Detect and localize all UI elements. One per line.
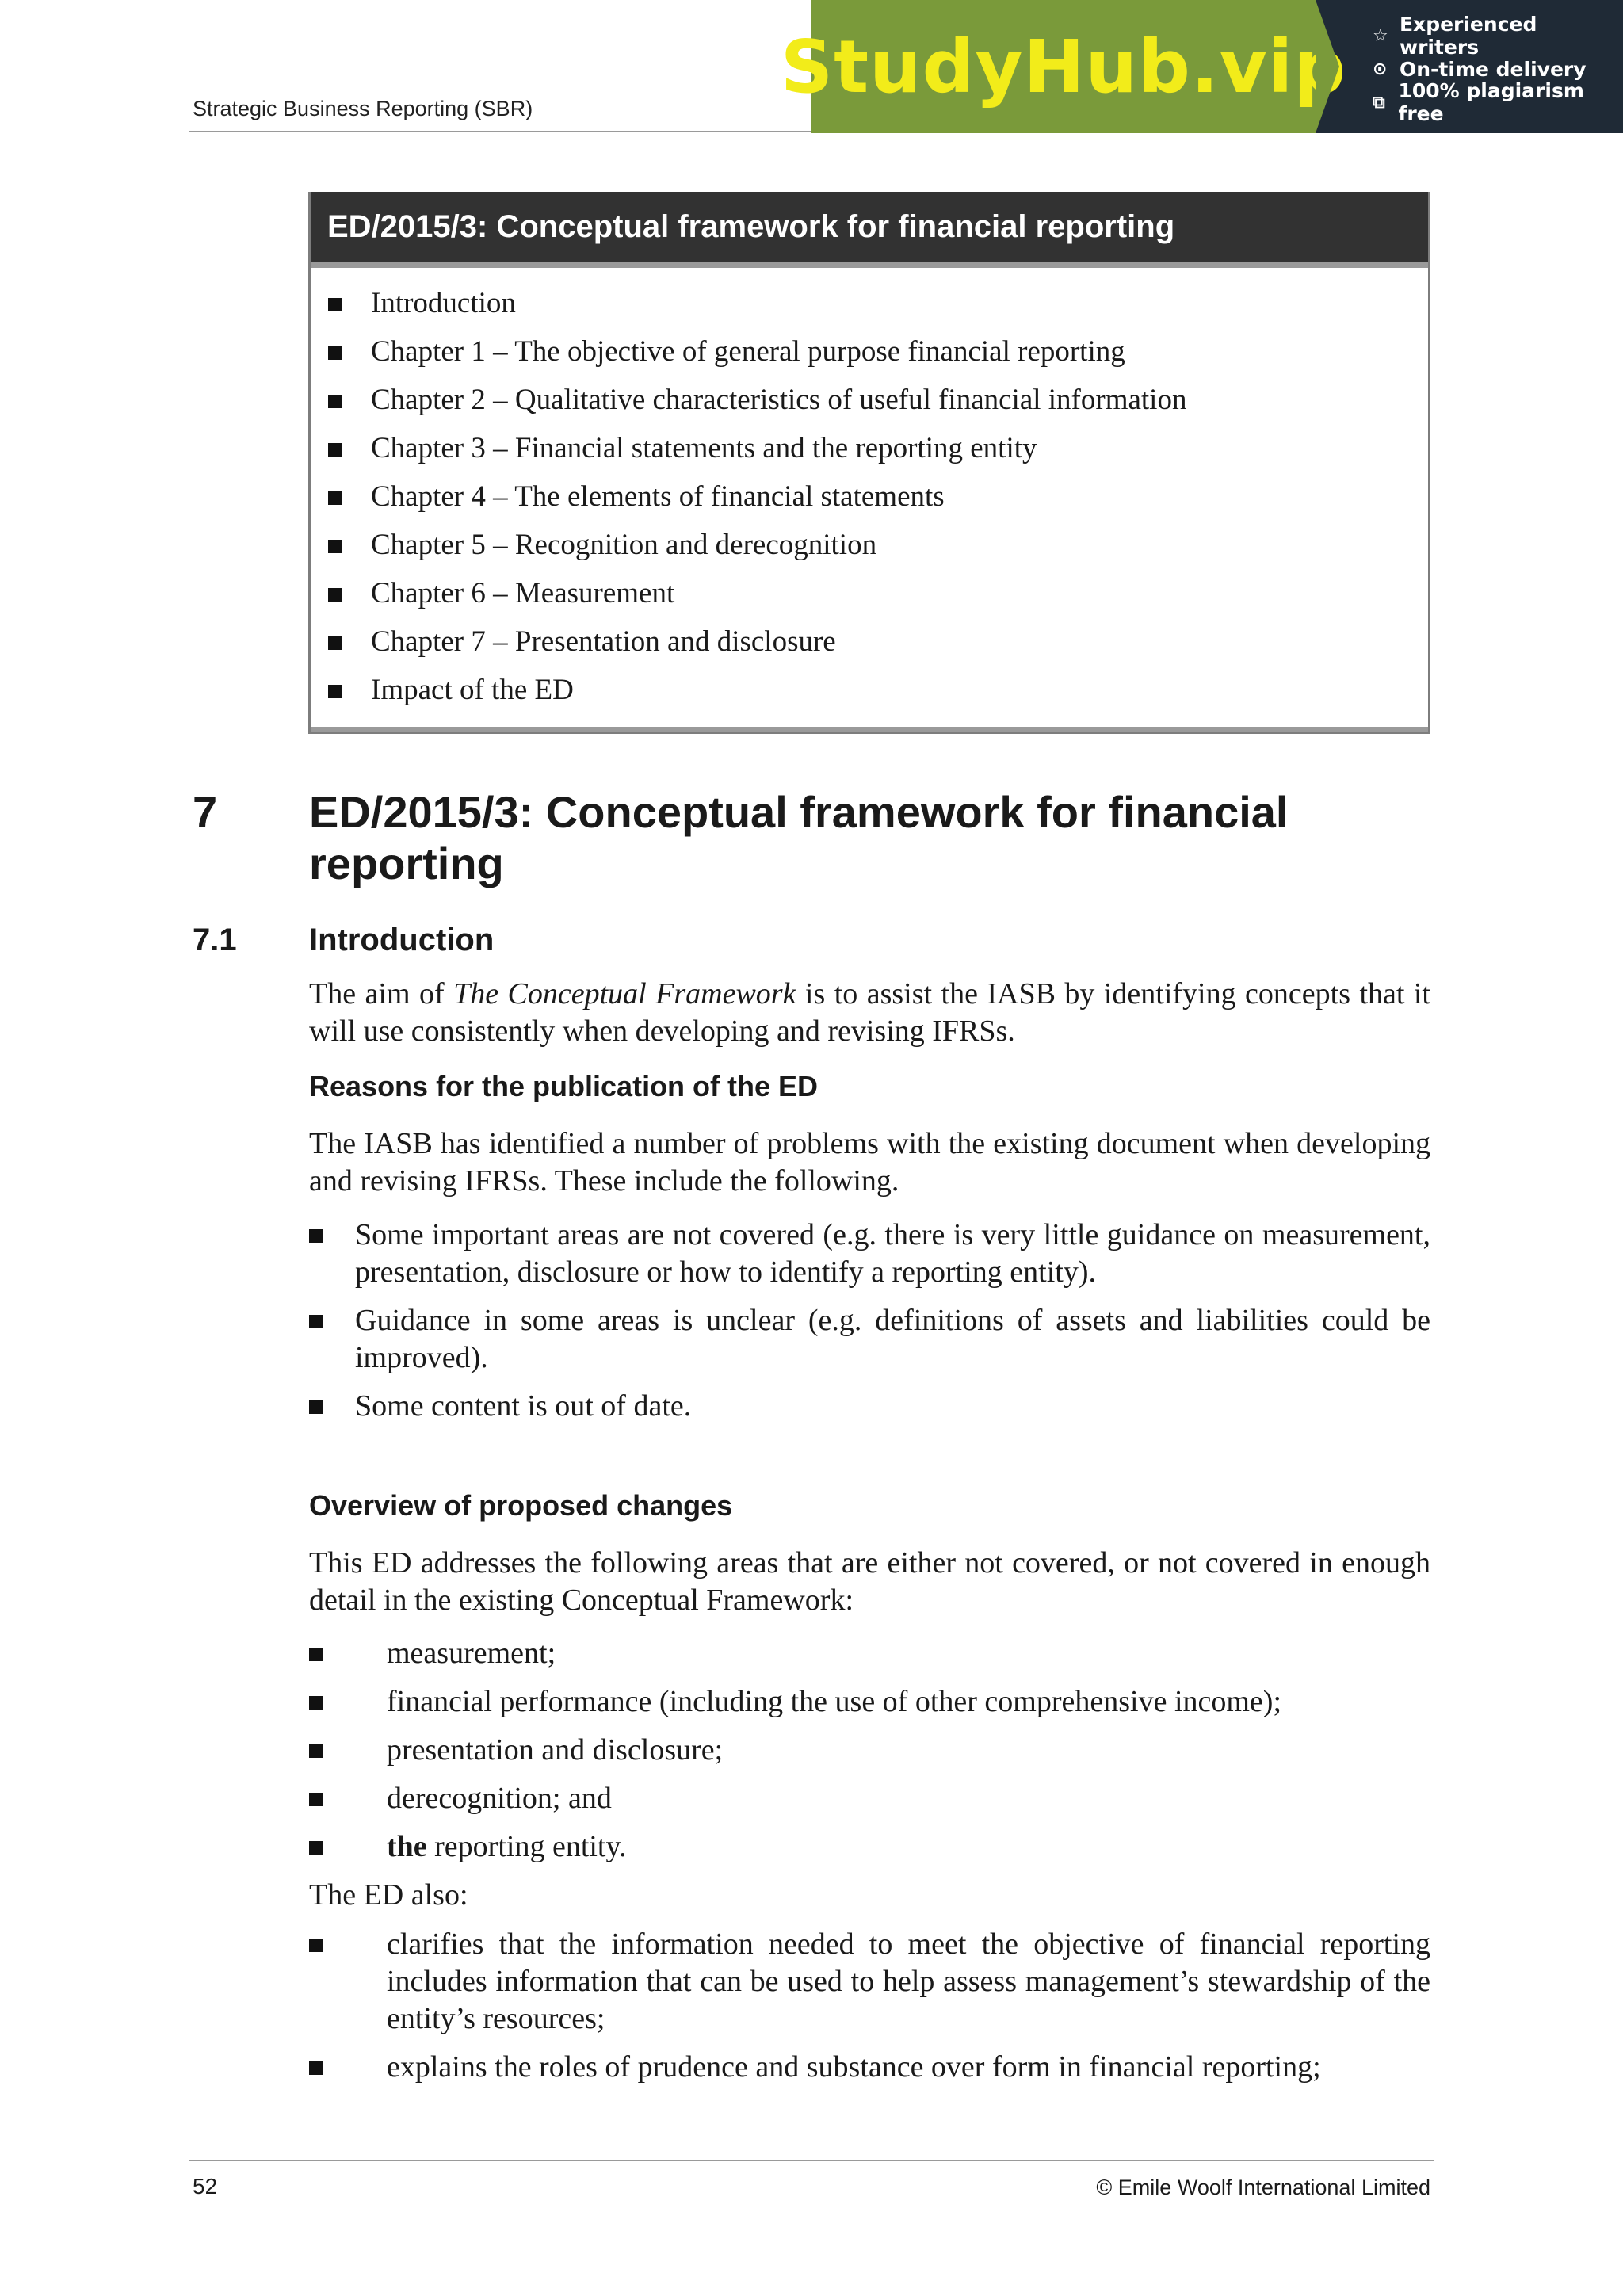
square-bullet-icon: [328, 491, 342, 505]
contents-list: [311, 268, 1428, 724]
list-item: derecognition; and: [309, 1780, 1430, 1817]
list-item: explains the roles of prudence and substance over form in financial reporting;: [309, 2049, 1430, 2086]
reasons-paragraph: The IASB has identified a number of problems with the existing document when developing and revising IFRSs. These include the following.: [309, 1127, 1430, 1198]
square-bullet-icon: [328, 298, 342, 311]
subsection-title: Introduction: [309, 923, 495, 957]
overview-heading: Overview of proposed changes: [309, 1489, 733, 1522]
contents-item: Chapter 4 – The elements of financial statements: [311, 483, 1428, 531]
square-bullet-icon: [309, 1793, 323, 1806]
page-number: 52: [193, 2174, 218, 2199]
ad-feature: [1373, 13, 1623, 59]
list-item: financial performance (including the use of other comprehensive income);: [309, 1683, 1430, 1721]
overview-paragraph: This ED addresses the following areas that are either not covered, or not covered in enough detail in the existing Conceptual Framework:: [309, 1546, 1430, 1617]
intro-paragraph: The aim of The Conceptual Framework is to assist the IASB by identifying concepts that it will use consistently when developing and revising IFRSs.: [309, 977, 1430, 1048]
square-bullet-icon: [309, 1939, 323, 1952]
overview-list: [309, 1635, 1430, 1877]
list-item: Some important areas are not covered (e.g. there is very little guidance on measurement, presentation, disclosure or how to identify a reporting entity).: [309, 1217, 1430, 1291]
square-bullet-icon: [328, 443, 342, 457]
square-bullet-icon: [328, 588, 342, 602]
copyright-notice: © Emile Woolf International Limited: [1096, 2176, 1430, 2199]
reasons-heading: Reasons for the publication of the ED: [309, 1070, 819, 1102]
contents-item: Chapter 1 – The objective of general purpose financial reporting: [311, 338, 1428, 386]
list-item: Some content is out of date.: [309, 1388, 1430, 1425]
contents-item: Impact of the ED: [311, 676, 1428, 724]
clock-icon: ⊙: [1373, 59, 1388, 79]
ad-feature: [1373, 79, 1623, 125]
square-bullet-icon: [309, 1648, 323, 1661]
square-bullet-icon: [309, 1400, 323, 1414]
ad-features-panel: [1316, 0, 1623, 133]
contents-box-bottom-rule: [311, 727, 1428, 732]
reasons-list: [309, 1217, 1430, 1436]
contents-box: [308, 192, 1430, 734]
square-bullet-icon: [309, 1229, 323, 1243]
list-item: Guidance in some areas is unclear (e.g. definitions of assets and liabilities could be improved).: [309, 1302, 1430, 1377]
ed-also-paragraph: The ED also:: [309, 1878, 468, 1912]
ad-logo-panel[interactable]: [780, 0, 1347, 133]
square-bullet-icon: [309, 1744, 323, 1758]
list-item: clarifies that the information needed to meet the objective of financial reporting includes information that can be used to help assess management’s stewardship of the entity’s resources;: [309, 1926, 1430, 2038]
section-title: ED/2015/3: Conceptual framework for financial reporting: [309, 787, 1289, 888]
copy-icon: ⧉: [1373, 92, 1385, 113]
star-icon: ☆: [1373, 25, 1388, 46]
subsection-number: 7.1: [193, 923, 237, 957]
footer-divider: [189, 2160, 1434, 2161]
square-bullet-icon: [328, 395, 342, 408]
list-item: presentation and disclosure;: [309, 1732, 1430, 1769]
square-bullet-icon: [328, 685, 342, 698]
ad-feature-text: On-time delivery: [1400, 57, 1587, 81]
ed-also-list: [309, 1926, 1430, 2097]
running-header-title: Strategic Business Reporting (SBR): [193, 97, 533, 120]
list-item: the reporting entity.: [309, 1828, 1430, 1866]
ad-banner[interactable]: [780, 0, 1623, 133]
contents-item: Chapter 6 – Measurement: [311, 579, 1428, 628]
contents-item: Introduction: [311, 289, 1428, 338]
section-number: 7: [193, 787, 218, 837]
contents-item: Chapter 7 – Presentation and disclosure: [311, 628, 1428, 676]
ad-feature-text: 100% plagiarism free: [1398, 79, 1584, 125]
square-bullet-icon: [328, 346, 342, 360]
square-bullet-icon: [309, 2061, 323, 2075]
square-bullet-icon: [309, 1315, 323, 1328]
square-bullet-icon: [328, 636, 342, 650]
square-bullet-icon: [309, 1696, 323, 1710]
contents-box-title: ED/2015/3: Conceptual framework for financial reporting: [311, 192, 1428, 268]
ad-feature-text: Experienced writers: [1399, 13, 1537, 59]
contents-item: Chapter 2 – Qualitative characteristics of useful financial information: [311, 386, 1428, 434]
contents-item: Chapter 5 – Recognition and derecognition: [311, 531, 1428, 579]
square-bullet-icon: [309, 1841, 323, 1855]
ad-logo[interactable]: StudyHub.vip: [780, 24, 1347, 109]
contents-item: Chapter 3 – Financial statements and the reporting entity: [311, 434, 1428, 483]
square-bullet-icon: [328, 540, 342, 553]
list-item: measurement;: [309, 1635, 1430, 1672]
